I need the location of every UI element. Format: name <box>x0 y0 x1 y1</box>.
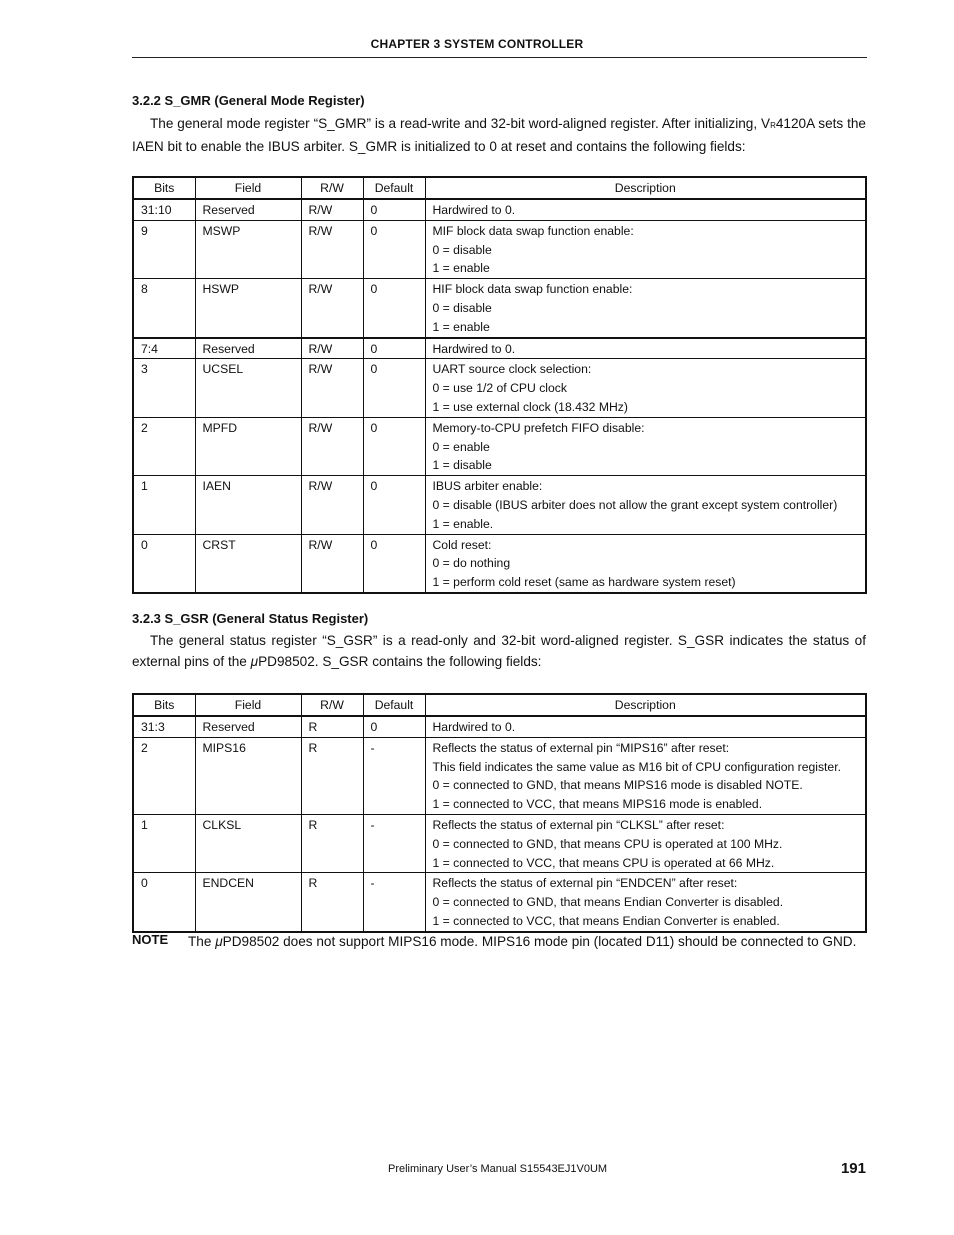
description-cell <box>425 220 866 278</box>
field-cell: MIPS16 <box>195 737 301 814</box>
rw-cell: R/W <box>301 359 363 417</box>
rw-cell: R <box>301 716 363 737</box>
col-rw-header: R/W <box>301 694 363 716</box>
rw-cell: R/W <box>301 417 363 475</box>
description-line: HIF block data swap function enable: <box>432 282 633 297</box>
table-row <box>133 220 866 278</box>
description-line: Memory-to-CPU prefetch FIFO disable: <box>432 420 645 435</box>
gmr-desc-part1: The general mode register “S_GMR” is a read-write and 32-bit word-aligned register. After initializing, V <box>150 116 771 131</box>
table-row <box>133 338 866 359</box>
rw-cell: R/W <box>301 199 363 220</box>
rw-cell: R/W <box>301 279 363 338</box>
rw-cell: R <box>301 814 363 872</box>
description-cell <box>425 737 866 814</box>
gsr-section-title: 3.2.3 S_GSR (General Status Register) <box>132 611 369 626</box>
description-line: Hardwired to 0. <box>432 341 516 356</box>
bits-cell: 0 <box>133 534 195 593</box>
bits-cell: 2 <box>133 417 195 475</box>
col-default-header: Default <box>363 177 425 199</box>
description-line: MIF block data swap function enable: <box>432 223 634 238</box>
table-row <box>133 476 866 534</box>
field-cell: CRST <box>195 534 301 593</box>
description-cell <box>425 279 866 338</box>
default-cell: 0 <box>363 279 425 338</box>
table-row <box>133 737 866 814</box>
description-line: Reflects the status of external pin “ENDCEN” after reset: <box>432 876 738 891</box>
description-line: Cold reset: <box>432 537 492 552</box>
gmr-desc-part2: 4120A sets the IAEN bit to enable the IBUS arbiter. S_GMR is initialized to 0 at reset and contains the following fields: <box>132 116 866 154</box>
gmr-table-body <box>133 199 866 593</box>
col-rw-header: R/W <box>301 177 363 199</box>
description-line: 0 = disable <box>432 242 492 257</box>
default-cell: 0 <box>363 220 425 278</box>
field-cell: Reserved <box>195 338 301 359</box>
description-cell <box>425 814 866 872</box>
description-line: Reflects the status of external pin “MIPS16” after reset: <box>432 740 730 755</box>
bits-cell: 2 <box>133 737 195 814</box>
gsr-table-body <box>133 716 866 932</box>
field-cell: ENDCEN <box>195 873 301 932</box>
field-cell: UCSEL <box>195 359 301 417</box>
gsr-description <box>132 630 866 672</box>
gmr-section-title: 3.2.2 S_GMR (General Mode Register) <box>132 93 365 108</box>
description-line: 0 = connected to GND, that means CPU is operated at 100 MHz. <box>432 836 783 851</box>
bits-cell: 31:10 <box>133 199 195 220</box>
description-line: 0 = do nothing <box>432 556 511 571</box>
rw-cell: R/W <box>301 534 363 593</box>
field-cell: CLKSL <box>195 814 301 872</box>
description-line: 0 = disable <box>432 300 492 315</box>
description-line: Hardwired to 0. <box>432 720 516 734</box>
default-cell: 0 <box>363 359 425 417</box>
bits-cell: 0 <box>133 873 195 932</box>
table-row <box>133 199 866 220</box>
table-row <box>133 814 866 872</box>
col-field-header: Field <box>195 177 301 199</box>
description-line: 0 = disable (IBUS arbiter does not allow the grant except system controller) <box>432 497 838 512</box>
field-cell: HSWP <box>195 279 301 338</box>
gmr-description <box>132 113 866 157</box>
col-description-header: Description <box>425 177 866 199</box>
note-label: NOTE <box>132 932 169 947</box>
field-cell: MPFD <box>195 417 301 475</box>
note-text <box>188 931 866 952</box>
mu-symbol: μ <box>250 654 259 669</box>
gmr-desc-subscript: R <box>770 121 776 130</box>
table-row <box>133 873 866 932</box>
table-row <box>133 534 866 593</box>
bits-cell: 1 <box>133 814 195 872</box>
description-line: 1 = enable <box>432 261 490 276</box>
description-line: Reflects the status of external pin “CLKSL” after reset: <box>432 817 725 832</box>
table-row <box>133 417 866 475</box>
description-line: 0 = use 1/2 of CPU clock <box>432 381 567 396</box>
description-cell <box>425 476 866 534</box>
description-cell <box>425 873 866 932</box>
description-line: 0 = enable <box>432 439 490 454</box>
rw-cell: R/W <box>301 220 363 278</box>
header-rule <box>132 57 867 58</box>
description-line: 0 = connected to GND, that means Endian Converter is disabled. <box>432 895 784 910</box>
default-cell: 0 <box>363 476 425 534</box>
table-row <box>133 359 866 417</box>
rw-cell: R/W <box>301 338 363 359</box>
note-part1: The <box>188 934 216 949</box>
description-cell <box>425 534 866 593</box>
field-cell: MSWP <box>195 220 301 278</box>
col-bits-header: Bits <box>133 177 195 199</box>
default-cell: - <box>363 814 425 872</box>
bits-cell: 9 <box>133 220 195 278</box>
description-line: 1 = connected to VCC, that means CPU is operated at 66 MHz. <box>432 855 775 870</box>
field-cell: IAEN <box>195 476 301 534</box>
description-cell <box>425 199 866 220</box>
gmr-table-header <box>133 177 866 199</box>
description-cell <box>425 338 866 359</box>
description-line: 1 = enable <box>432 319 490 334</box>
description-line: IBUS arbiter enable: <box>432 479 543 494</box>
default-cell: - <box>363 873 425 932</box>
table-row <box>133 716 866 737</box>
description-line: 1 = connected to VCC, that means Endian Converter is enabled. <box>432 913 780 928</box>
gmr-register-table <box>132 176 867 594</box>
bits-cell: 8 <box>133 279 195 338</box>
bits-cell: 1 <box>133 476 195 534</box>
col-field-header: Field <box>195 694 301 716</box>
gsr-desc-part2: PD98502. S_GSR contains the following fields: <box>258 654 542 669</box>
description-line: 1 = connected to VCC, that means MIPS16 mode is enabled. <box>432 797 763 812</box>
description-line: UART source clock selection: <box>432 362 592 377</box>
default-cell: 0 <box>363 716 425 737</box>
description-line: Hardwired to 0. <box>432 203 516 217</box>
table-row <box>133 279 866 338</box>
description-cell <box>425 716 866 737</box>
page-number: 191 <box>840 1160 866 1177</box>
default-cell: 0 <box>363 417 425 475</box>
chapter-header: CHAPTER 3 SYSTEM CONTROLLER <box>370 37 584 51</box>
col-description-header: Description <box>425 694 866 716</box>
bits-cell: 7:4 <box>133 338 195 359</box>
default-cell: 0 <box>363 338 425 359</box>
rw-cell: R <box>301 737 363 814</box>
footer-manual-id: Preliminary User’s Manual S15543EJ1V0UM <box>388 1163 608 1175</box>
default-cell: 0 <box>363 534 425 593</box>
description-line: 1 = enable. <box>432 516 494 531</box>
gsr-table-header <box>133 694 866 716</box>
note-part2: PD98502 does not support MIPS16 mode. MIPS16 mode pin (located D11) should be connected to GND. <box>222 934 857 949</box>
bits-cell: 3 <box>133 359 195 417</box>
col-bits-header: Bits <box>133 694 195 716</box>
bits-cell: 31:3 <box>133 716 195 737</box>
description-line: 1 = use external clock (18.432 MHz) <box>432 399 628 414</box>
description-line: This field indicates the same value as M16 bit of CPU configuration register. <box>432 759 841 774</box>
field-cell: Reserved <box>195 199 301 220</box>
default-cell: 0 <box>363 199 425 220</box>
rw-cell: R/W <box>301 476 363 534</box>
col-default-header: Default <box>363 694 425 716</box>
gsr-desc-part1: The general status register “S_GSR” is a read-only and 32-bit word-aligned register. S_GSR indicates the status of external pins of the <box>132 633 866 669</box>
mu-symbol: μ <box>215 934 223 949</box>
field-cell: Reserved <box>195 716 301 737</box>
default-cell: - <box>363 737 425 814</box>
description-line: 1 = disable <box>432 458 492 473</box>
description-cell <box>425 359 866 417</box>
gsr-register-table <box>132 693 867 933</box>
rw-cell: R <box>301 873 363 932</box>
description-cell <box>425 417 866 475</box>
description-line: 1 = perform cold reset (same as hardware system reset) <box>432 575 736 590</box>
description-line: 0 = connected to GND, that means MIPS16 mode is disabled NOTE. <box>432 778 803 793</box>
